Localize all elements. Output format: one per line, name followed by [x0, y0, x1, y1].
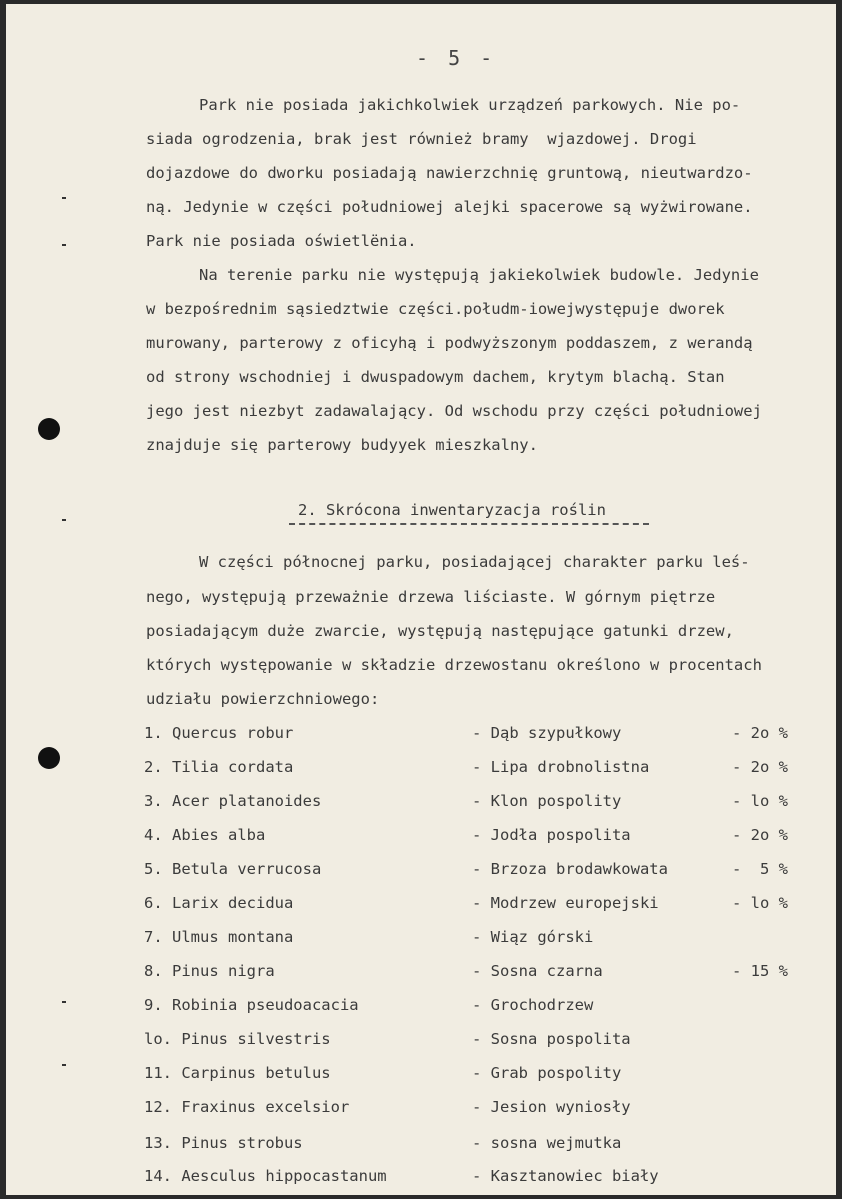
page-number: - 5 - [416, 46, 497, 70]
species-polish-name: - Grab pospolity [472, 1064, 622, 1082]
species-latin-name: 4. Abies alba [144, 826, 266, 844]
species-polish-name: - sosna wejmutka [472, 1134, 622, 1152]
species-row [6, 928, 836, 952]
species-row [6, 1167, 836, 1191]
species-polish-name: - Brzoza brodawkowata [472, 860, 668, 878]
paragraph-line: Park nie posiada jakichkolwiek urządzeń parkowych. Nie po- [199, 96, 741, 114]
species-row [6, 996, 836, 1020]
species-latin-name: 9. Robinia pseudoacacia [144, 996, 359, 1014]
species-latin-name: 1. Quercus robur [144, 724, 294, 742]
species-polish-name: - Modrzew europejski [472, 894, 659, 912]
species-percent: - 2o % [732, 724, 788, 742]
species-polish-name: - Grochodrzew [472, 996, 594, 1014]
species-polish-name: - Wiąz górski [472, 928, 594, 946]
punch-hole [38, 418, 60, 440]
species-percent: - 2o % [732, 758, 788, 776]
species-row [6, 860, 836, 884]
species-percent: - 15 % [732, 962, 788, 980]
species-latin-name: 7. Ulmus montana [144, 928, 294, 946]
margin-mark [62, 1001, 66, 1003]
paragraph-line: Park nie posiada oświetlënia. [146, 232, 417, 250]
margin-mark [62, 244, 66, 246]
paragraph-line: siada ogrodzenia, brak jest również bramy wjazdowej. Drogi [146, 130, 697, 148]
document-page [6, 4, 836, 1195]
species-latin-name: 8. Pinus nigra [144, 962, 275, 980]
paragraph-line: których występowanie w składzie drzewostanu określono w procentach [146, 656, 762, 674]
species-row [6, 1098, 836, 1122]
paragraph-line: dojazdowe do dworku posiadają nawierzchnię gruntową, nieutwardzo- [146, 164, 753, 182]
species-latin-name: 6. Larix decidua [144, 894, 294, 912]
species-percent: - lo % [732, 894, 788, 912]
paragraph-line: murowany, parterowy z oficyhą i podwyższonym poddaszem, z werandą [146, 334, 753, 352]
species-latin-name: lo. Pinus silvestris [144, 1030, 331, 1048]
paragraph-line: Na terenie parku nie występują jakiekolwiek budowle. Jedynie [199, 266, 759, 284]
species-latin-name: 5. Betula verrucosa [144, 860, 322, 878]
paragraph-line: nego, występują przeważnie drzewa liściaste. W górnym piętrze [146, 588, 716, 606]
species-polish-name: - Dąb szypułkowy [472, 724, 622, 742]
species-polish-name: - Jesion wyniosły [472, 1098, 631, 1116]
margin-mark [62, 519, 66, 521]
species-polish-name: - Lipa drobnolistna [472, 758, 650, 776]
section-heading: 2. Skrócona inwentaryzacja roślin [298, 501, 606, 519]
species-percent: - 5 % [732, 860, 788, 878]
species-latin-name: 14. Aesculus hippocastanum [144, 1167, 387, 1185]
species-latin-name: 2. Tilia cordata [144, 758, 294, 776]
species-latin-name: 3. Acer platanoides [144, 792, 322, 810]
paragraph-line: w bezpośrednim sąsiedztwie części.połudm-iowejwystępuje dworek [146, 300, 725, 318]
punch-hole [38, 747, 60, 769]
paragraph-line: ną. Jedynie w części południowej alejki spacerowe są wyżwirowane. [146, 198, 753, 216]
margin-mark [62, 1064, 66, 1066]
species-latin-name: 12. Fraxinus excelsior [144, 1098, 350, 1116]
species-percent: - lo % [732, 792, 788, 810]
species-row [6, 1030, 836, 1054]
species-row [6, 962, 836, 986]
species-row [6, 894, 836, 918]
paragraph-line: jego jest niezbyt zadawalający. Od wschodu przy części południowej [146, 402, 762, 420]
paragraph-line: W części północnej parku, posiadającej charakter parku leś- [199, 553, 750, 571]
paragraph-line: udziału powierzchniowego: [146, 690, 380, 708]
paragraph-line: od strony wschodniej i dwuspadowym dachem, krytym blachą. Stan [146, 368, 725, 386]
species-row [6, 758, 836, 782]
paragraph-line: posiadającym duże zwarcie, występują następujące gatunki drzew, [146, 622, 734, 640]
species-polish-name: - Sosna czarna [472, 962, 603, 980]
heading-underline [289, 523, 649, 525]
species-row [6, 724, 836, 748]
species-row [6, 1134, 836, 1158]
species-polish-name: - Jodła pospolita [472, 826, 631, 844]
species-row [6, 792, 836, 816]
species-row [6, 826, 836, 850]
species-row [6, 1064, 836, 1088]
species-polish-name: - Kasztanowiec biały [472, 1167, 659, 1185]
margin-mark [62, 197, 66, 199]
species-polish-name: - Sosna pospolita [472, 1030, 631, 1048]
species-latin-name: 11. Carpinus betulus [144, 1064, 331, 1082]
species-latin-name: 13. Pinus strobus [144, 1134, 303, 1152]
paragraph-line: znajduje się parterowy budyyek mieszkalny. [146, 436, 538, 454]
species-polish-name: - Klon pospolity [472, 792, 622, 810]
species-percent: - 2o % [732, 826, 788, 844]
